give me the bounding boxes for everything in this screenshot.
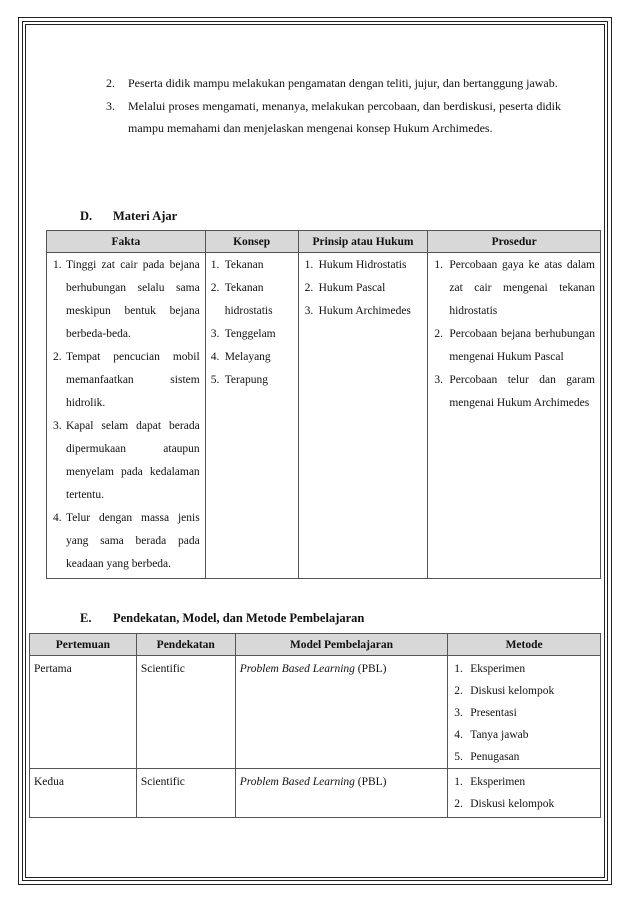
- list-item: [53, 507, 200, 578]
- list-number: 2.: [304, 282, 314, 294]
- list-item: [454, 658, 596, 680]
- pertemuan-cell: Pertama: [30, 656, 137, 769]
- header-pertemuan: Pertemuan: [30, 634, 137, 656]
- list-number: 3.: [210, 328, 220, 340]
- list-number: 2.: [454, 685, 463, 697]
- section-d-title: Materi Ajar: [113, 209, 178, 223]
- model-name: Problem Based Learning: [239, 663, 355, 675]
- list-text: Eksperimen: [470, 663, 526, 675]
- list-number: 1.: [304, 259, 314, 271]
- list-item: [53, 254, 200, 346]
- goal-text: Melalui proses mengamati, menanya, melakukan percobaan, dan berdiskusi, peserta didik mampu memahami dan menjelaskan mengenai konsep Hukum Archimedes.: [128, 98, 561, 135]
- list-number: 3.: [304, 305, 314, 317]
- list-item: [434, 369, 595, 415]
- list-text: Eksperimen: [470, 776, 526, 788]
- list-text: Penugasan: [470, 751, 520, 763]
- header-fakta: Fakta: [47, 231, 206, 253]
- list-number: 2.: [210, 282, 220, 294]
- header-model: Model Pembelajaran: [235, 634, 448, 656]
- list-number: 5.: [454, 751, 463, 763]
- list-item: [53, 346, 200, 415]
- list-item: [211, 254, 295, 277]
- metode-cell: [448, 656, 601, 769]
- list-text: Melayang: [224, 351, 271, 363]
- pertemuan-cell: Kedua: [30, 769, 137, 818]
- list-number: 4.: [454, 729, 463, 741]
- list-item: [211, 277, 295, 323]
- section-e-heading: [80, 611, 364, 626]
- list-number: 2.: [434, 328, 443, 340]
- model-suffix: (PBL): [354, 776, 387, 788]
- list-item: [211, 346, 295, 369]
- list-number: 5.: [210, 374, 220, 386]
- table-row: [30, 656, 601, 769]
- section-d-letter: D.: [80, 209, 93, 223]
- goal-text: Peserta didik mampu melakukan pengamatan dengan teliti, jujur, dan bertanggung jawab.: [128, 76, 558, 90]
- prosedur-cell: [428, 253, 601, 579]
- list-item: [305, 277, 425, 300]
- prinsip-cell: [298, 253, 428, 579]
- list-text: Hukum Pascal: [318, 282, 386, 294]
- list-text: Percobaan gaya ke atas dalam zat cair mengenai tekanan hidrostatis: [449, 259, 595, 317]
- list-text: Tenggelam: [224, 328, 276, 340]
- list-text: Hukum Hidrostatis: [318, 259, 407, 271]
- table-header-row: [47, 231, 601, 253]
- list-number: 3.: [53, 420, 62, 432]
- list-item: [53, 415, 200, 507]
- pendekatan-cell: Scientific: [136, 656, 235, 769]
- list-number: 2.: [454, 798, 463, 810]
- list-item: [305, 300, 425, 323]
- table-row: [47, 253, 601, 579]
- list-number: 1.: [434, 259, 443, 271]
- table-header-row: [30, 634, 601, 656]
- list-number: 4.: [53, 512, 62, 524]
- list-number: 1.: [53, 259, 62, 271]
- list-text: Tekanan: [224, 259, 264, 271]
- list-text: Presentasi: [470, 707, 517, 719]
- list-item: [434, 323, 595, 369]
- list-text: Percobaan bejana berhubungan mengenai Hukum Pascal: [449, 328, 595, 363]
- goal-item: [106, 95, 561, 140]
- list-item: [454, 680, 596, 702]
- list-item: [434, 254, 595, 323]
- list-number: 1.: [454, 663, 463, 675]
- section-d-heading: [80, 209, 177, 224]
- list-text: Telur dengan massa jenis yang sama berada pada keadaan yang berbeda.: [66, 512, 200, 570]
- section-e-letter: E.: [80, 611, 92, 625]
- pendekatan-table: [29, 633, 601, 818]
- materi-ajar-table: [46, 230, 601, 579]
- list-text: Kapal selam dapat berada dipermukaan ataupun menyelam pada kedalaman tertentu.: [66, 420, 200, 501]
- list-item: [211, 323, 295, 346]
- list-item: [454, 702, 596, 724]
- list-item: [211, 369, 295, 392]
- model-name: Problem Based Learning: [239, 776, 355, 788]
- list-text: Diskusi kelompok: [470, 685, 555, 697]
- list-text: Diskusi kelompok: [470, 798, 555, 810]
- list-text: Tinggi zat cair pada bejana berhubungan selalu sama meskipun bentuk bejana berbeda-beda.: [66, 259, 200, 340]
- list-number: 1.: [210, 259, 220, 271]
- list-text: Hukum Archimedes: [318, 305, 411, 317]
- header-metode: Metode: [448, 634, 601, 656]
- header-prosedur: Prosedur: [428, 231, 601, 253]
- header-konsep: Konsep: [205, 231, 298, 253]
- pendekatan-cell: Scientific: [136, 769, 235, 818]
- list-item: [305, 254, 425, 277]
- model-cell: [235, 656, 448, 769]
- list-item: [454, 771, 596, 793]
- table-row: [30, 769, 601, 818]
- header-pendekatan: Pendekatan: [136, 634, 235, 656]
- learning-goals-list: [106, 72, 561, 140]
- list-item: [454, 746, 596, 768]
- list-item: [454, 793, 596, 815]
- list-number: 4.: [210, 351, 220, 363]
- metode-cell: [448, 769, 601, 818]
- list-text: Tekanan hidrostatis: [224, 282, 273, 317]
- header-prinsip: Prinsip atau Hukum: [298, 231, 428, 253]
- list-item: [454, 724, 596, 746]
- model-suffix: (PBL): [354, 663, 387, 675]
- section-e-title: Pendekatan, Model, dan Metode Pembelajaran: [113, 611, 365, 625]
- list-text: Tempat pencucian mobil memanfaatkan sistem hidrolik.: [66, 351, 200, 409]
- list-number: 3.: [454, 707, 463, 719]
- fakta-cell: [47, 253, 206, 579]
- list-text: Terapung: [224, 374, 268, 386]
- list-text: Percobaan telur dan garam mengenai Hukum Archimedes: [449, 374, 595, 409]
- list-number: 1.: [454, 776, 463, 788]
- konsep-cell: [205, 253, 298, 579]
- goal-number: 2.: [106, 76, 115, 90]
- list-text: Tanya jawab: [470, 729, 529, 741]
- goal-number: 3.: [106, 98, 115, 113]
- goal-item: [106, 72, 561, 95]
- model-cell: [235, 769, 448, 818]
- list-number: 3.: [434, 374, 443, 386]
- list-number: 2.: [53, 351, 62, 363]
